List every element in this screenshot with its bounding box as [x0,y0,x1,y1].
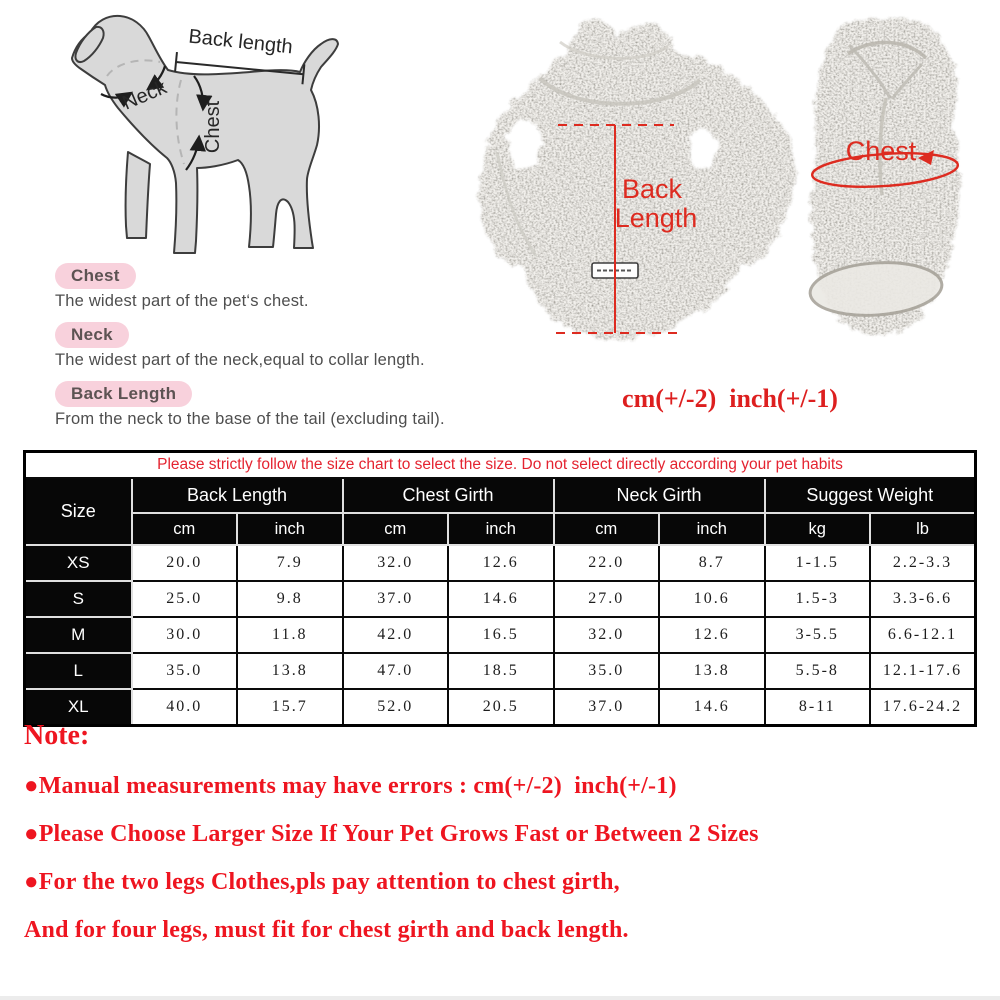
size-value: 37.0 [554,689,660,726]
size-label: XS [25,545,132,581]
column-header-chest-girth: Chest Girth [343,478,554,513]
size-value: 8-11 [765,689,871,726]
size-value: 17.6-24.2 [870,689,976,726]
size-value: 52.0 [343,689,449,726]
note-title: Note: [24,720,90,751]
table-row [25,617,976,653]
unit-header-lb: lb [870,513,976,545]
note-line: And for four legs, must fit for chest girth and back length. [24,917,629,943]
note-line: ●Please Choose Larger Size If Your Pet Grows Fast or Between 2 Sizes [24,821,759,847]
size-label: XL [25,689,132,726]
dog-far-front-leg [126,152,150,238]
dog-measurement-diagram [72,16,338,253]
size-value: 2.2-3.3 [870,545,976,581]
size-value: 14.6 [659,689,765,726]
size-label: S [25,581,132,617]
size-value: 12.1-17.6 [870,653,976,689]
column-header-neck-girth: Neck Girth [554,478,765,513]
size-value: 42.0 [343,617,449,653]
size-value: 10.6 [659,581,765,617]
definition-term-pill: Back Length [55,381,192,407]
size-value: 22.0 [554,545,660,581]
dog-back-length-label: Back length [187,25,294,59]
definition-neck [55,322,495,370]
size-value: 30.0 [132,617,238,653]
size-table-head [25,452,976,546]
unit-header-cm: cm [343,513,449,545]
size-value: 3.3-6.6 [870,581,976,617]
size-value: 32.0 [343,545,449,581]
dog-chest-label: Chest [202,100,224,154]
size-value: 15.7 [237,689,343,726]
size-value: 14.6 [448,581,554,617]
size-label: M [25,617,132,653]
bottom-edge-strip [0,996,1000,1000]
size-label: L [25,653,132,689]
size-value: 18.5 [448,653,554,689]
tolerance-note: cm(+/-2) inch(+/-1) [622,384,838,413]
unit-header-cm: cm [132,513,238,545]
size-value: 12.6 [448,545,554,581]
table-row [25,545,976,581]
definition-description: The widest part of the neck,equal to collar length. [55,351,425,369]
table-group-header-row [25,478,976,513]
definition-chest [55,263,495,311]
dog-neck-label: Neck [119,76,170,115]
size-value: 1.5-3 [765,581,871,617]
table-warning-row [25,452,976,479]
size-value: 35.0 [554,653,660,689]
size-value: 8.7 [659,545,765,581]
size-value: 20.0 [132,545,238,581]
measurement-definitions [55,263,495,440]
notes-section [24,720,974,944]
definition-description: From the neck to the base of the tail (excluding tail). [55,410,445,428]
column-header-size: Size [25,478,132,545]
size-value: 6.6-12.1 [870,617,976,653]
unit-header-cm: cm [554,513,660,545]
size-value: 37.0 [343,581,449,617]
size-value: 3-5.5 [765,617,871,653]
size-value: 11.8 [237,617,343,653]
size-value: 47.0 [343,653,449,689]
note-line: ●Manual measurements may have errors : cm(+/-2) inch(+/-1) [24,773,677,799]
unit-header-inch: inch [448,513,554,545]
size-value: 5.5-8 [765,653,871,689]
unit-header-inch: inch [237,513,343,545]
size-value: 27.0 [554,581,660,617]
size-value: 1-1.5 [765,545,871,581]
size-value: 32.0 [554,617,660,653]
definition-term-pill: Neck [55,322,129,348]
size-value: 13.8 [237,653,343,689]
definition-description: The widest part of the pet‘s chest. [55,292,309,310]
definition-term-pill: Chest [55,263,136,289]
garment-back-length-label-line1: Back [621,174,683,204]
unit-header-inch: inch [659,513,765,545]
table-warning-text: Please strictly follow the size chart to select the size. Do not select directly according your pet habits [25,452,976,479]
definition-back-length [55,381,495,429]
column-header-back-length: Back Length [132,478,343,513]
size-value: 7.9 [237,545,343,581]
table-row [25,653,976,689]
size-value: 25.0 [132,581,238,617]
unit-header-kg: kg [765,513,871,545]
garment-front-photo [808,14,959,333]
size-value: 13.8 [659,653,765,689]
size-value: 40.0 [132,689,238,726]
size-chart-table [23,450,977,727]
garment-back-photo [477,15,793,337]
table-unit-header-row [25,513,976,545]
size-value: 16.5 [448,617,554,653]
size-table-body [25,545,976,726]
size-value: 35.0 [132,653,238,689]
note-line: ●For the two legs Clothes,pls pay attention to chest girth, [24,869,620,895]
column-header-suggest-weight: Suggest Weight [765,478,976,513]
garment-back-length-label-line2: Length [614,203,698,233]
size-value: 20.5 [448,689,554,726]
table-row [25,581,976,617]
size-value: 9.8 [237,581,343,617]
garment-chest-label: Chest [845,136,917,166]
size-value: 12.6 [659,617,765,653]
